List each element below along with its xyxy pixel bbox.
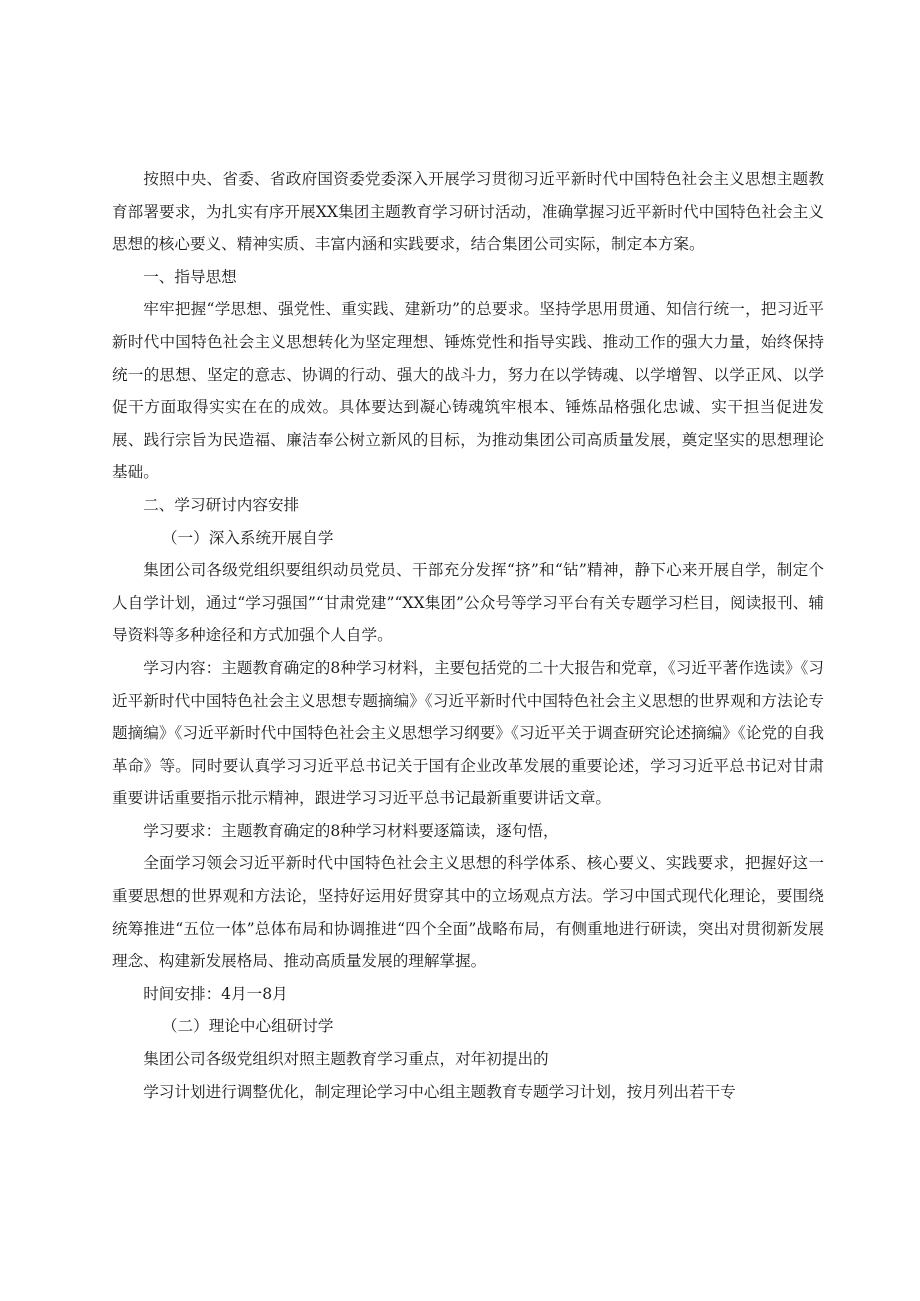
section-heading-guiding-ideology: 一、指导思想 [143, 267, 237, 286]
study-requirements-paragraph: 学习要求：主题教育确定的8种学习材料要逐篇读，逐句悟， [143, 821, 559, 840]
subsection-heading-central-group: （二）理论中心组研讨学 [161, 1017, 334, 1036]
study-content-paragraph: 学习内容：主题教育确定的8种学习材料，主要包括党的二十大报告和党章，《习近平著作选读》《习近平新时代中国特色社会主义思想专题摘编》《习近平新时代中国特色社会主义思想的世界观和方法论专题摘编》《习近平新时代中国特色社会主义思想学习纲要》《习近平关于调查研究论述摘编》《论党的自我革命》等。同时要认真学习习近平总书记关于国有企业改革发展的重要论述，学习习近平总书记对甘肃重要讲话重要指示批示精神，跟进学习习近平总书记最新重要讲话文章。 [112, 658, 824, 808]
study-requirements-continued-paragraph: 全面学习领会习近平新时代中国特色社会主义思想的科学体系、核心要义、实践要求，把握好这一重要思想的世界观和方法论，坚持好运用好贯穿其中的立场观点方法。学习中国式现代化理论，要围绕统筹推进“五位一体”总体布局和协调推进“四个全面”战略布局，有侧重地进行研读，突出对贯彻新发展理念、构建新发展格局、推动高质量发展的理解掌握。 [112, 854, 824, 971]
schedule-paragraph: 时间安排：4月一8月 [143, 984, 288, 1003]
document-body [112, 163, 824, 1108]
subsection-heading-self-study: （一）深入系统开展自学 [161, 528, 334, 547]
central-group-paragraph: 集团公司各级党组织对照主题教育学习重点，对年初提出的 [143, 1050, 549, 1069]
intro-paragraph: 按照中央、省委、省政府国资委党委深入开展学习贯彻习近平新时代中国特色社会主义思想主题教育部署要求，为扎实有序开展XX集团主题教育学习研讨活动，准确掌握习近平新时代中国特色社会主义思想的核心要义、精神实质、丰富内涵和实践要求，结合集团公司实际，制定本方案。 [112, 170, 824, 254]
central-group-continued-paragraph: 学习计划进行调整优化，制定理论学习中心组主题教育专题学习计划，按月列出若干专 [143, 1082, 736, 1101]
section-heading-study-content: 二、学习研讨内容安排 [143, 495, 300, 514]
self-study-paragraph: 集团公司各级党组织要组织动员党员、干部充分发挥“挤”和“钻”精神，静下心来开展自学，制定个人自学计划，通过“学习强国”“甘肃党建”“XX集团”公众号等学习平台有关专题学习栏目，阅读报刊、辅导资料等多种途径和方式加强个人自学。 [112, 561, 824, 645]
guiding-ideology-paragraph: 牢牢把握“学思想、强党性、重实践、建新功”的总要求。坚持学思用贯通、知信行统一，把习近平新时代中国特色社会主义思想转化为坚定理想、锤炼党性和指导实践、推动工作的强大力量，始终保持统一的思想、坚定的意志、协调的行动、强大的战斗力，努力在以学铸魂、以学增智、以学正风、以学促干方面取得实实在在的成效。具体要达到凝心铸魂筑牢根本、锤炼品格强化忠诚、实干担当促进发展、践行宗旨为民造福、廉洁奉公树立新风的目标，为推动集团公司高质量发展，奠定坚实的思想理论基础。 [112, 300, 824, 482]
